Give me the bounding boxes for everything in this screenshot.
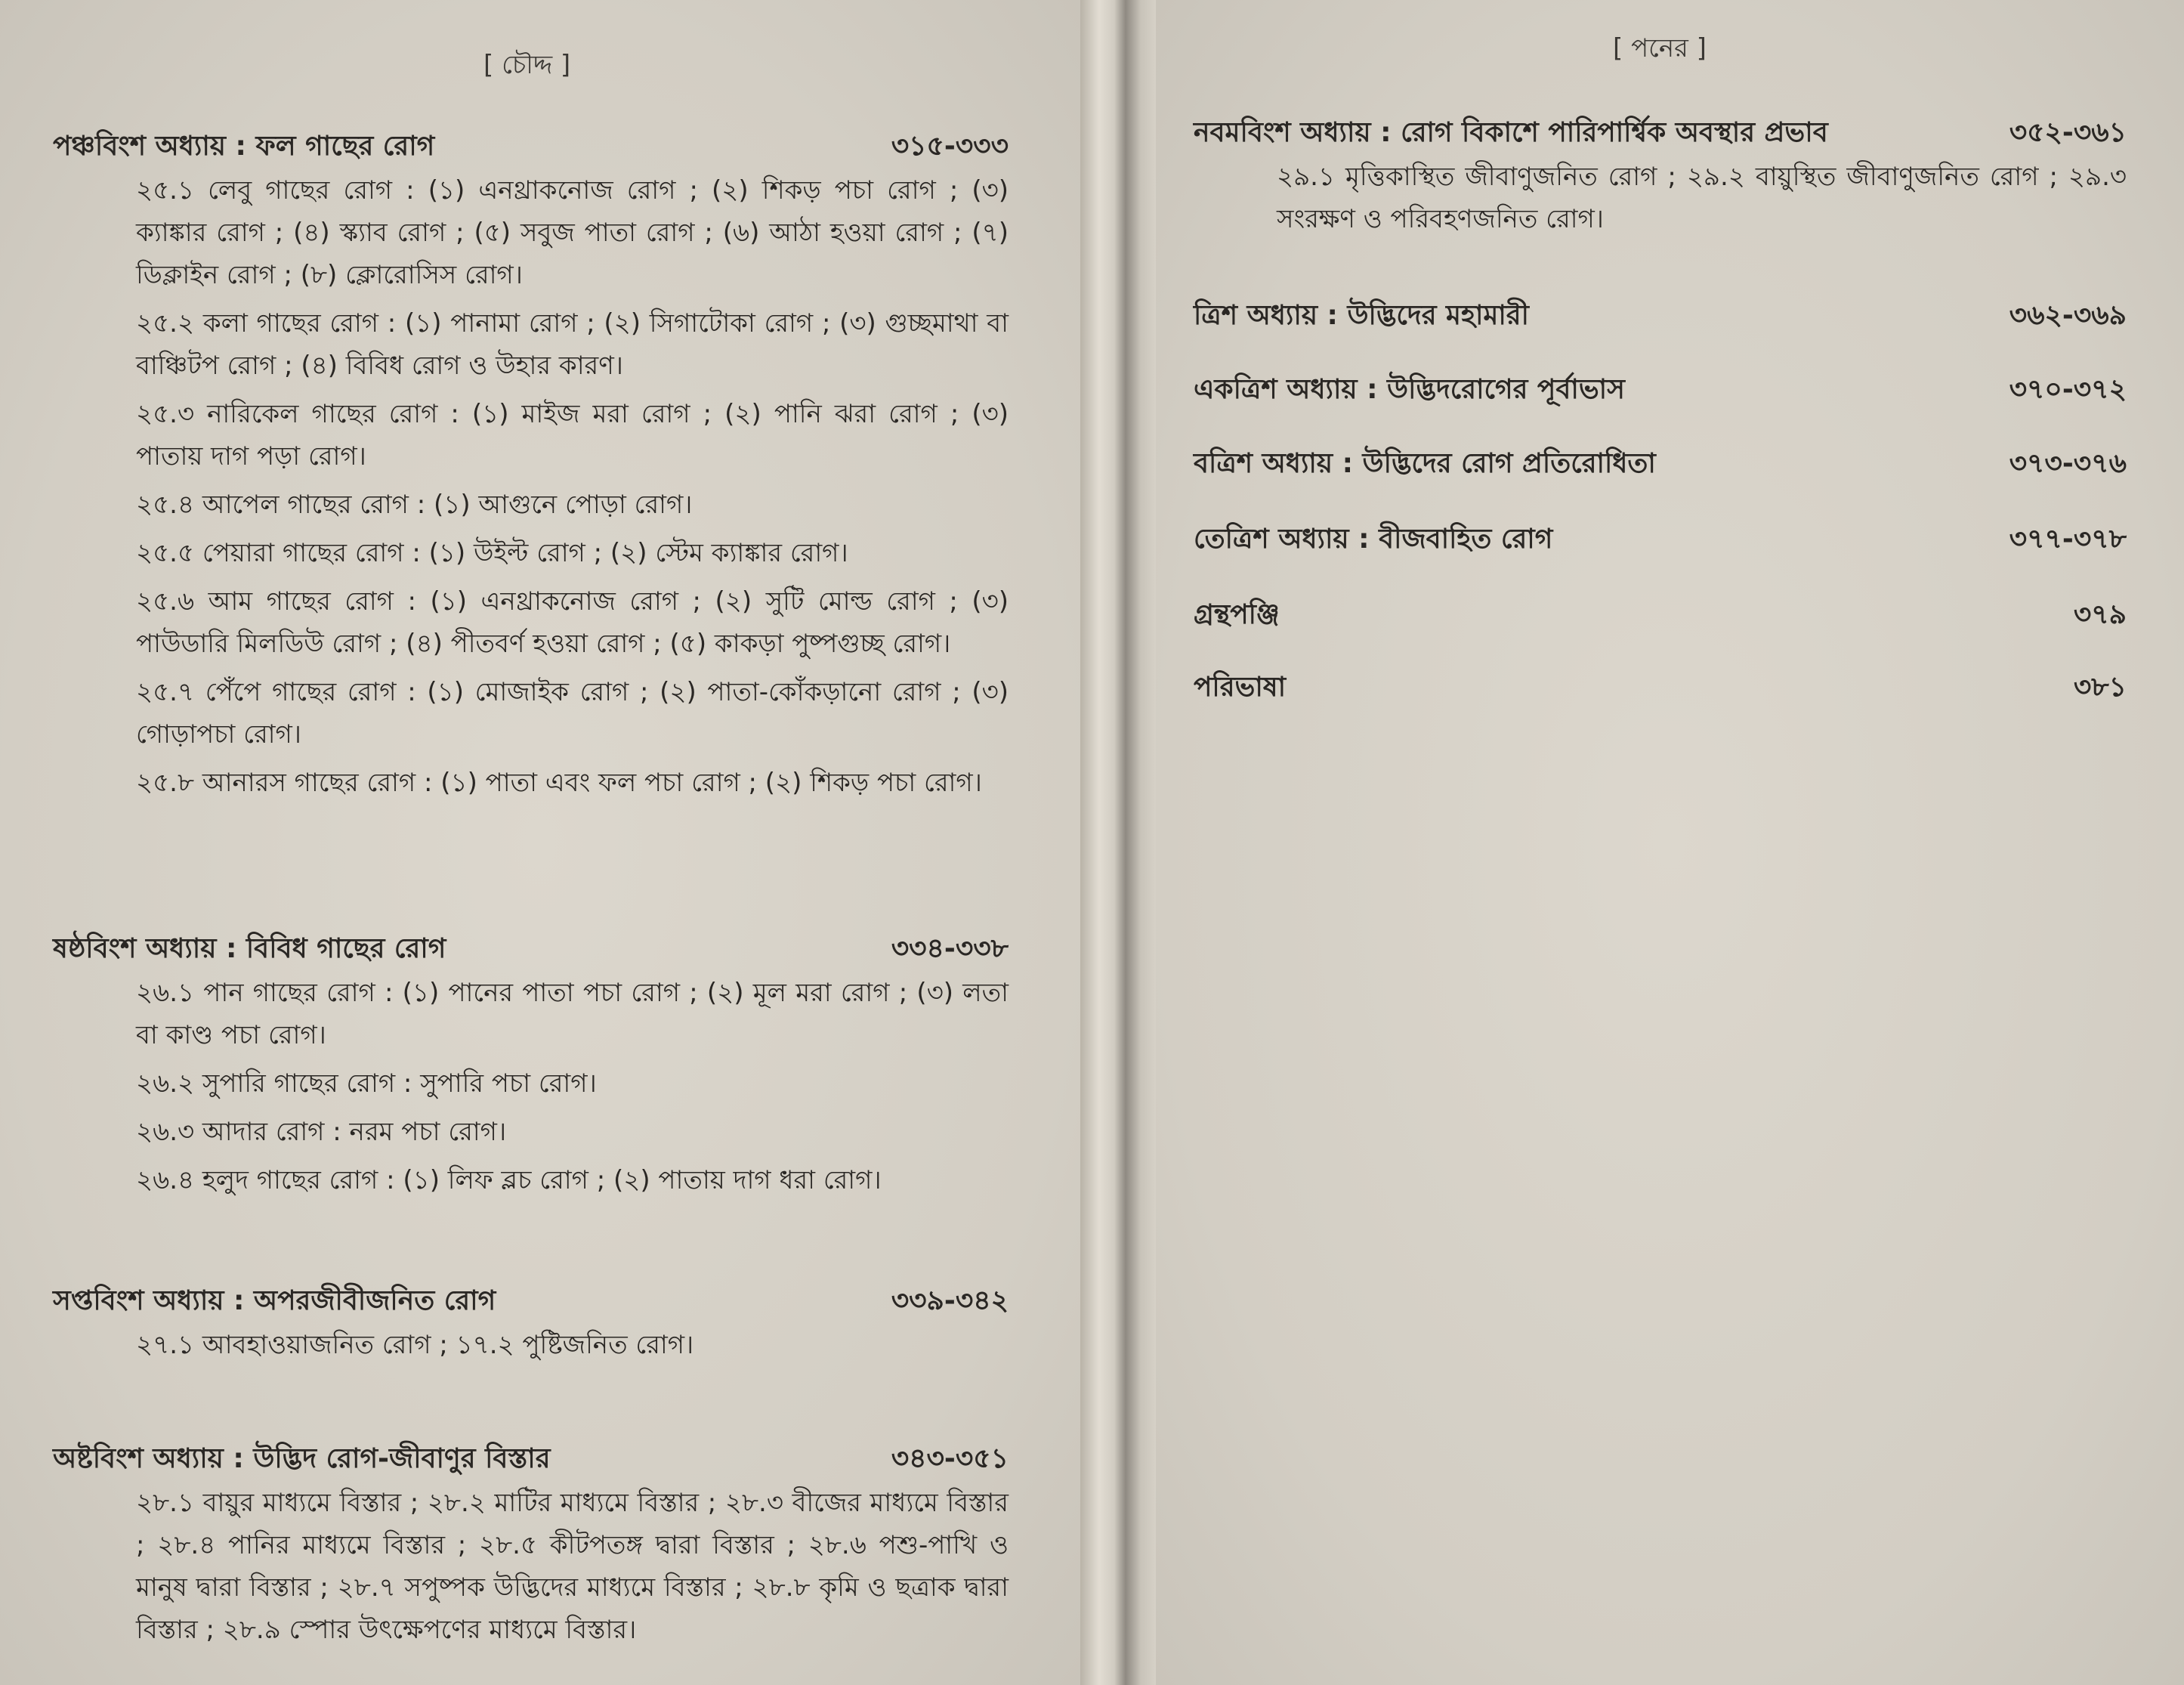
chapter-title: গ্রন্থপঞ্জি xyxy=(1194,599,1280,630)
section-list xyxy=(136,972,1009,1201)
chapter-heading xyxy=(1194,298,2127,334)
section-entry: ২৫.৪ আপেল গাছের রোগ : (১) আগুনে পোড়া রোগ। xyxy=(136,490,693,520)
right-page-number: [ পনের ] xyxy=(1613,33,1707,63)
chapter-25 xyxy=(53,128,1009,810)
chapter-heading xyxy=(53,1283,1009,1319)
chapter-title: নবমবিংশ অধ্যায় : রোগ বিকাশে পারিপার্শ্বিক অবস্থার প্রভাব xyxy=(1194,117,1828,148)
chapter-page-range: ৩৭০-৩৭২ xyxy=(2009,374,2127,405)
glossary-entry xyxy=(1194,669,2127,706)
section-list xyxy=(1277,156,2127,240)
section-entry: ২৬.১ পান গাছের রোগ : (১) পানের পাতা পচা রোগ ; (২) মূল মরা রোগ ; (৩) লতা বা কাণ্ড পচা রোগ। xyxy=(136,978,1009,1050)
section-entry: ২৭.১ আবহাওয়াজনিত রোগ ; ১৭.২ পুষ্টিজনিত রোগ। xyxy=(136,1330,694,1360)
section-entry: ২৫.৩ নারিকেল গাছের রোগ : (১) মাইজ মরা রোগ ; (২) পানি ঝরা রোগ ; (৩) পাতায় দাগ পড়া রোগ। xyxy=(136,399,1009,471)
left-page-number: [ চৌদ্দ ] xyxy=(483,50,571,80)
chapter-30 xyxy=(1194,298,2127,334)
chapter-page-range: ৩৭৩-৩৭৬ xyxy=(2009,448,2127,479)
chapter-title: তেত্রিশ অধ্যায় : বীজবাহিত রোগ xyxy=(1194,524,1553,555)
chapter-26 xyxy=(53,931,1009,1207)
chapter-title: ত্রিশ অধ্যায় : উদ্ভিদের মহামারী xyxy=(1194,300,1529,331)
chapter-heading xyxy=(1194,597,2127,633)
chapter-heading xyxy=(53,128,1009,165)
chapter-page-range: ৩৪৩-৩৫১ xyxy=(891,1443,1009,1474)
chapter-page-range: ৩১৫-৩৩৩ xyxy=(891,131,1009,162)
chapter-heading xyxy=(53,1441,1009,1477)
section-entry: ২৬.৪ হলুদ গাছের রোগ : (১) লিফ ব্লচ রোগ ; (২) পাতায় দাগ ধরা রোগ। xyxy=(136,1165,882,1195)
section-entry: ২৫.৮ আনারস গাছের রোগ : (১) পাতা এবং ফল পচা রোগ ; (২) শিকড় পচা রোগ। xyxy=(136,768,982,798)
section-entry: ২৫.২ কলা গাছের রোগ : (১) পানামা রোগ ; (২) সিগাটোকা রোগ ; (৩) গুচ্ছমাথা বা বাঞ্চিটপ রোগ ; (৪) বিবিধ রোগ ও উহার কারণ। xyxy=(136,308,1009,381)
section-entry: ২৯.১ মৃত্তিকাস্থিত জীবাণুজনিত রোগ ; ২৯.২ বায়ুস্থিত জীবাণুজনিত রোগ ; ২৯.৩ সংরক্ষণ ও পরিবহণজনিত রোগ। xyxy=(1277,162,2127,234)
section-entry: ২৫.৭ পেঁপে গাছের রোগ : (১) মোজাইক রোগ ; (২) পাতা-কোঁকড়ানো রোগ ; (৩) গোড়াপচা রোগ। xyxy=(136,677,1009,750)
chapter-page-range: ৩৭৯ xyxy=(2073,599,2127,630)
bibliography-entry xyxy=(1194,597,2127,633)
section-entry: ২৬.২ সুপারি গাছের রোগ : সুপারি পচা রোগ। xyxy=(136,1068,597,1099)
section-list xyxy=(136,1482,1009,1651)
section-list xyxy=(136,169,1009,804)
chapter-29 xyxy=(1194,115,2127,246)
chapter-title: ষষ্ঠবিংশ অধ্যায় : বিবিধ গাছের রোগ xyxy=(53,933,446,964)
chapter-27 xyxy=(53,1283,1009,1372)
chapter-page-range: ৩৩৪-৩৩৮ xyxy=(891,933,1009,964)
chapter-heading xyxy=(1194,446,2127,482)
chapter-title: পরিভাষা xyxy=(1194,672,1287,703)
chapter-title: পঞ্চবিংশ অধ্যায় : ফল গাছের রোগ xyxy=(53,131,435,162)
chapter-page-range: ৩৬২-৩৬৯ xyxy=(2009,300,2127,331)
section-entry: ২৫.৫ পেয়ারা গাছের রোগ : (১) উইল্ট রোগ ; (২) স্টেম ক্যাঙ্কার রোগ। xyxy=(136,538,848,568)
section-entry: ২৫.১ লেবু গাছের রোগ : (১) এনথ্রাকনোজ রোগ ; (২) শিকড় পচা রোগ ; (৩) ক্যাঙ্কার রোগ ; (৪) স্ক্যাব রোগ ; (৫) সবুজ পাতা রোগ ; (৬) আঠা হওয়া রোগ ; (৭) ডিক্লাইন রোগ ; (৮) ক্লোরোসিস রোগ। xyxy=(136,175,1009,290)
chapter-page-range: ৩৩৯-৩৪২ xyxy=(891,1285,1009,1316)
chapter-page-range: ৩৭৭-৩৭৮ xyxy=(2009,524,2127,555)
left-page xyxy=(0,0,1080,1685)
chapter-28 xyxy=(53,1441,1009,1657)
chapter-page-range: ৩৫২-৩৬১ xyxy=(2009,117,2127,148)
chapter-32 xyxy=(1194,446,2127,482)
chapter-heading xyxy=(1194,372,2127,408)
book-gutter xyxy=(1080,0,1156,1685)
chapter-heading xyxy=(1194,115,2127,151)
chapter-title: একত্রিশ অধ্যায় : উদ্ভিদরোগের পূর্বাভাস xyxy=(1194,374,1625,405)
section-list xyxy=(136,1324,1009,1366)
chapter-heading xyxy=(53,931,1009,967)
right-page xyxy=(1156,0,2184,1685)
section-entry: ২৬.৩ আদার রোগ : নরম পচা রোগ। xyxy=(136,1117,507,1147)
chapter-title: সপ্তবিংশ অধ্যায় : অপরজীবীজনিত রোগ xyxy=(53,1285,496,1316)
section-entry: ২৮.১ বায়ুর মাধ্যমে বিস্তার ; ২৮.২ মাটির মাধ্যমে বিস্তার ; ২৮.৩ বীজের মাধ্যমে বিস্তার ; ২৮.৪ পানির মাধ্যমে বিস্তার ; ২৮.৫ কীটপতঙ্গ দ্বারা বিস্তার ; ২৮.৬ পশু-পাখি ও মানুষ দ্বারা বিস্তার ; ২৮.৭ সপুষ্পক উদ্ভিদের মাধ্যমে বিস্তার ; ২৮.৮ কৃমি ও ছত্রাক দ্বারা বিস্তার ; ২৮.৯ স্পোর উৎক্ষেপণের মাধ্যমে বিস্তার। xyxy=(136,1488,1009,1645)
section-entry: ২৫.৬ আম গাছের রোগ : (১) এনথ্রাকনোজ রোগ ; (২) সুটি মোল্ড রোগ ; (৩) পাউডারি মিলডিউ রোগ ; (৪) পীতবর্ণ হওয়া রোগ ; (৫) কাকড়া পুষ্পগুচ্ছ রোগ। xyxy=(136,586,1009,659)
chapter-heading xyxy=(1194,669,2127,706)
chapter-title: অষ্টবিংশ অধ্যায় : উদ্ভিদ রোগ-জীবাণুর বিস্তার xyxy=(53,1443,551,1474)
chapter-page-range: ৩৮১ xyxy=(2073,672,2127,703)
chapter-heading xyxy=(1194,521,2127,558)
chapter-33 xyxy=(1194,521,2127,558)
chapter-title: বত্রিশ অধ্যায় : উদ্ভিদের রোগ প্রতিরোধিতা xyxy=(1194,448,1656,479)
chapter-31 xyxy=(1194,372,2127,408)
